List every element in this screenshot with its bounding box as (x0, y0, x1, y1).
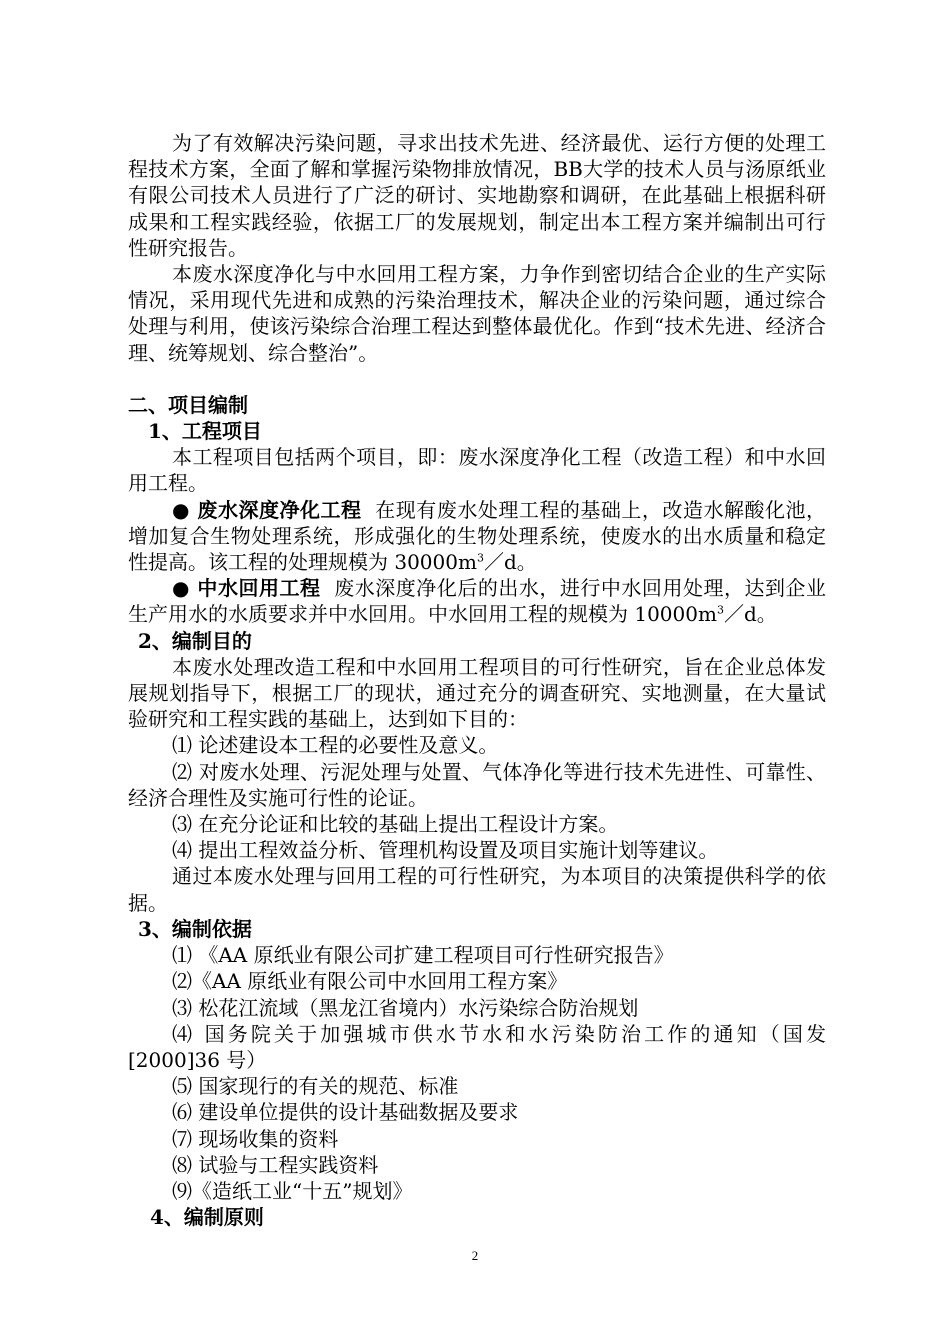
bullet-reclaimed-water (128, 575, 826, 627)
intro-paragraph-1: 为了有效解决污染问题，寻求出技术先进、经济最优、运行方便的处理工程技术方案，全面了解和掌握污染物排放情况，BB大学的技术人员与汤原纸业有限公司技术人员进行了广泛的研讨、实地勘察和调研，在此基础上根据科研成果和工程实践经验，依据工厂的发展规划，制定出本工程方案并编制出可行性研究报告。 (128, 131, 826, 260)
basis-item: ⑸ 国家现行的有关的规范、标准 (172, 1074, 459, 1099)
subsection-heading-2: 2、编制目的 (138, 628, 252, 653)
subsection-heading-3: 3、编制依据 (138, 916, 252, 941)
basis-item: ⑷ 国务院关于加强城市供水节水和水污染防治工作的通知（国发[2000]36 号） (128, 1021, 826, 1072)
basis-item: ⑵《AA 原纸业有限公司中水回用工程方案》 (172, 969, 568, 994)
basis-item: ⑺ 现场收集的资料 (172, 1126, 339, 1151)
bullet-wastewater-title: ● 废水深度净化工程 (172, 497, 362, 522)
project-paragraph: 本工程项目包括两个项目，即：废水深度净化工程（改造工程）和中水回用工程。 (128, 445, 826, 496)
purpose-item: ⑴ 论述建设本工程的必要性及意义。 (172, 733, 499, 758)
superscript: 3 (476, 551, 484, 565)
bullet-reclaimed-unit: ／d。 (723, 602, 777, 627)
purpose-item: ⑵ 对废水处理、污泥处理与处置、气体净化等进行技术先进性、可靠性、经济合理性及实施可行性的论证。 (128, 759, 826, 810)
purpose-paragraph: 本废水处理改造工程和中水回用工程项目的可行性研究，旨在企业总体发展规划指导下，根据工厂的现状，通过充分的调查研究、实地测量，在大量试验研究和工程实践的基础上，达到如下目的： (128, 654, 826, 732)
bullet-reclaimed-text: 废水深度净化后的出水，进行中水回用处理，达到企业生产用水的水质要求并中水回用。中水回用工程的规模为 10000m (128, 576, 827, 627)
bullet-wastewater-text: 在现有废水处理工程的基础上，改造水解酸化池，增加复合生物处理系统，形成强化的生物处理系统，使废水的出水质量和稳定性提高。该工程的处理规模为 30000m (128, 497, 827, 575)
basis-item: ⑴ 《AA 原纸业有限公司扩建工程项目可行性研究报告》 (172, 943, 674, 968)
bullet-reclaimed-title: ● 中水回用工程 (172, 576, 321, 601)
spacer (128, 366, 826, 392)
purpose-item: ⑶ 在充分论证和比较的基础上提出工程设计方案。 (172, 812, 619, 837)
basis-item: ⑼《造纸工业“十五”规划》 (172, 1178, 413, 1203)
basis-item: ⑹ 建设单位提供的设计基础数据及要求 (172, 1100, 519, 1125)
bullet-wastewater-unit: ／d。 (483, 550, 537, 575)
basis-item: ⑻ 试验与工程实践资料 (172, 1152, 379, 1177)
subsection-heading-4: 4、编制原则 (150, 1205, 264, 1230)
purpose-item: ⑷ 提出工程效益分析、管理机构设置及项目实施计划等建议。 (172, 838, 719, 863)
section-heading: 二、项目编制 (128, 392, 248, 417)
bullet-wastewater (128, 497, 826, 576)
purpose-closing: 通过本废水处理与回用工程的可行性研究，为本项目的决策提供科学的依据。 (128, 864, 826, 915)
subsection-heading-1: 1、工程项目 (148, 419, 262, 444)
document-page (128, 130, 826, 1230)
intro-paragraph-2: 本废水深度净化与中水回用工程方案，力争作到密切结合企业的生产实际情况，采用现代先进和成熟的污染治理技术，解决企业的污染问题，通过综合处理与利用，使该污染综合治理工程达到整体最优化。作到“技术先进、经济合理、统筹规划、综合整治”。 (128, 262, 826, 365)
superscript: 3 (716, 603, 724, 617)
basis-item: ⑶ 松花江流域（黑龙江省境内）水污染综合防治规划 (172, 995, 639, 1020)
page-number: 2 (471, 1248, 479, 1263)
